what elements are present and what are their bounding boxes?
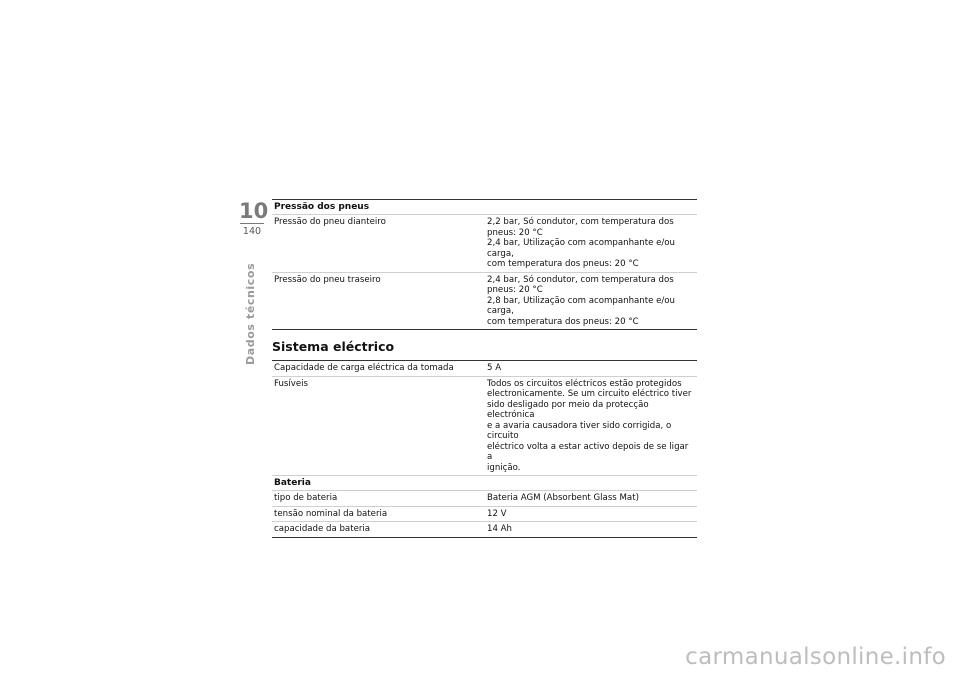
page-number: 140 xyxy=(242,226,262,237)
table-row xyxy=(272,376,697,476)
value-line: pneus: 20 °C xyxy=(487,227,543,238)
chapter-number: 10 xyxy=(239,199,269,223)
value-line: electronicamente. Se um circuito eléctrico tiver xyxy=(487,389,692,399)
value-line: 2,4 bar, Utilização com acompanhante e/ou carga, xyxy=(487,238,676,259)
tyre-pressure-table xyxy=(272,199,697,330)
value-line: sido desligado por meio da protecção electrónica xyxy=(487,399,649,420)
value-line: ignição. xyxy=(487,462,521,473)
row-key: Fusíveis xyxy=(274,378,309,389)
row-value xyxy=(487,379,697,474)
row-value xyxy=(487,363,697,374)
row-key: Pressão do pneu traseiro xyxy=(274,274,381,285)
row-key: Capacidade de carga eléctrica da tomada xyxy=(274,363,454,373)
row-value: Bateria AGM (Absorbent Glass Mat) xyxy=(487,493,639,503)
watermark: carmanualsonline.info xyxy=(685,644,946,670)
row-key: tensão nominal da bateria xyxy=(274,508,388,519)
table-row xyxy=(272,360,697,376)
row-value: 12 V xyxy=(487,508,507,519)
value-line: 2,8 bar, Utilização com acompanhante e/ou carga, xyxy=(487,295,676,316)
value-line: 2,2 bar, Só condutor, com temperatura dos xyxy=(487,217,674,227)
value-line: pneus: 20 °C xyxy=(487,285,543,295)
table-bottom-rule xyxy=(272,329,697,330)
value-line: com temperatura dos pneus: 20 °C xyxy=(487,316,639,327)
spec-content xyxy=(272,199,697,538)
row-key: Pressão do pneu dianteiro xyxy=(274,217,386,227)
value-line: 5 A xyxy=(487,363,502,373)
table-row xyxy=(272,506,697,522)
value-line: com temperatura dos pneus: 20 °C xyxy=(487,259,639,269)
side-chapter-title: Dados técnicos xyxy=(244,262,257,365)
value-line: eléctrico volta a estar activo depois de se ligar a xyxy=(487,441,689,462)
row-key: capacidade da bateria xyxy=(274,524,371,534)
value-line: Todos os circuitos eléctricos estão protegidos xyxy=(487,378,682,389)
value-line: 2,4 bar, Só condutor, com temperatura dos xyxy=(487,274,674,285)
battery-heading: Bateria xyxy=(272,475,697,490)
table-row xyxy=(272,272,697,330)
value-line: e a avaria causadora tiver sido corrigida, o circuito xyxy=(487,420,672,441)
electrical-section-title: Sistema eléctrico xyxy=(272,339,395,354)
row-key: tipo de bateria xyxy=(274,493,338,503)
row-value xyxy=(487,217,697,270)
tyre-pressure-heading: Pressão dos pneus xyxy=(272,199,697,214)
table-row xyxy=(272,521,697,537)
electrical-table xyxy=(272,360,697,538)
table-row xyxy=(272,490,697,506)
row-value: 14 Ah xyxy=(487,524,512,534)
row-value xyxy=(487,275,697,328)
table-bottom-rule xyxy=(272,537,697,538)
table-row xyxy=(272,214,697,272)
chapter-divider xyxy=(240,223,264,224)
